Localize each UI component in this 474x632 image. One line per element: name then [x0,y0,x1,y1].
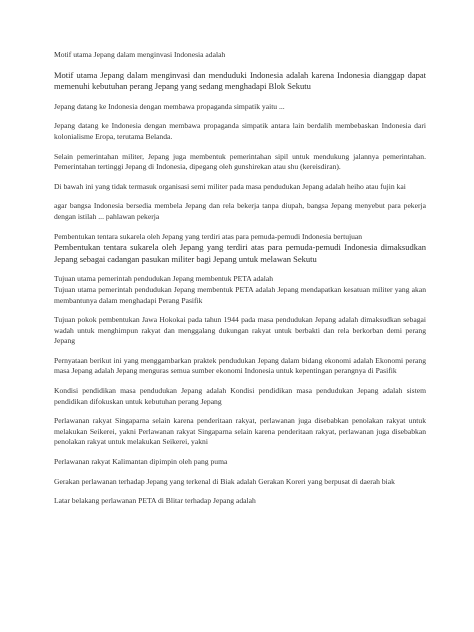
paragraph: Pembentukan tentara sukarela oleh Jepang yang terdiri atas para pemuda-pemudi Indonesia bertujuan [54,231,363,241]
paragraph: Kondisi pendidikan masa pendudukan Jepang adalah Kondisi pendidikan masa pendudukan Jepang adalah sistem pendidikan difokuskan untuk kebutuhan perang Jepang [54,386,426,406]
paragraph: Latar belakang perlawanan PETA di Blitar terhadap Jepang adalah [54,496,256,506]
paragraph: Gerakan perlawanan terhadap Jepang yang terkenal di Biak adalah Gerakan Koreri yang berpusat di daerah biak [54,476,395,486]
document-title: Motif utama Jepang dalam menginvasi Indonesia adalah [54,50,226,59]
paragraph: Motif utama Jepang dalam menginvasi dan menduduki Indonesia adalah karena Indonesia dianggap dapat memenuhi kebutuhan perang Jepang yang sedang menghadapi Blok Sekutu [54,69,426,92]
paragraph: Di bawah ini yang tidak termasuk organisasi semi militer pada masa pendudukan Jepang adalah heiho atau fujin kai [54,181,406,191]
paragraph: Selain pemerintahan militer, Jepang juga membentuk pemerintahan sipil untuk mendukung jalannya pemerintahan. Pemerintahan tertinggi Jepang di Indonesia, dipegang oleh gunshirekan atau shu (kereisdiran). [54,151,426,172]
paragraph: Pembentukan tentara sukarela oleh Jepang yang terdiri atas para pemuda-pemudi Indonesia dimaksudkan Jepang sebagai cadangan pasukan militer bagi Jepang untuk melawan Sekutu [54,242,426,264]
paragraph: Jepang datang ke Indonesia dengan membawa propaganda simpatik yaitu ... [54,101,285,111]
paragraph: agar bangsa Indonesia bersedia membela Jepang dan rela bekerja tanpa diupah, bangsa Jepang menyebut para pekerja dengan istilah ... pahlawan pekerja [54,201,426,221]
paragraph: Pernyataan berikut ini yang menggambarkan praktek pendudukan Jepang dalam bidang ekonomi adalah Ekonomi perang masa Jepang adalah Jepang menguras semua sumber ekonomi Indonesia untuk kepentingan perangnya di Pasifik [54,355,426,376]
document-body [54,50,426,507]
paragraph: Jepang datang ke Indonesia dengan membawa propaganda simpatik antara lain berdalih membebaskan Indonesia dari kolonialisme Eropa, terutama Belanda. [54,121,426,141]
paragraph: Tujuan pokok pembentukan Jawa Hokokai pada tahun 1944 pada masa pendudukan Jepang adalah dimaksudkan sebagai wadah untuk menghimpun rakyat dan menggalang dukungan rakyat untuk berbakti dan rela berkorban demi perang Jepang [54,315,426,346]
paragraph: Perlawanan rakyat Kalimantan dipimpin oleh pang puma [54,457,228,467]
paragraph: Tujuan utama pemerintah pendudukan Jepang membentuk PETA adalah Jepang mendapatkan kesatuan militer yang akan membantunya dalam menghadapi Perang Pasifik [54,284,426,305]
paragraph: Tujuan utama pemerintah pendudukan Jepang membentuk PETA adalah [54,274,274,284]
paragraph: Perlawanan rakyat Singaparna selain karena penderitaan rakyat, perlawanan juga disebabkan penolakan rakyat untuk melakukan Seikerei, yakni Perlawanan rakyat Singaparna selain karena penderitaan rakyat, perlawanan juga disebabkan penolakan rakyat untuk melakukan Seikerei, yakni [54,416,426,447]
